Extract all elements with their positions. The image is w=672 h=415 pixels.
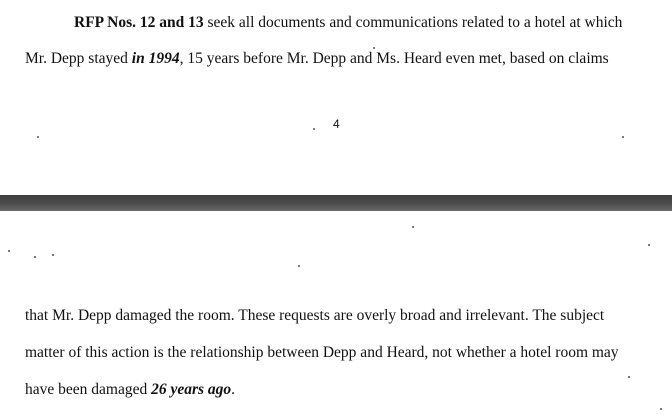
scan-speck xyxy=(622,136,624,138)
page-number: 4 xyxy=(333,117,340,131)
rfp-reference: RFP Nos. 12 and 13 xyxy=(74,14,204,31)
paragraph-line-5 xyxy=(25,380,235,400)
year-emphasis: in 1994 xyxy=(131,50,180,67)
scan-speck xyxy=(660,408,662,410)
time-emphasis: 26 years ago xyxy=(151,381,232,398)
paragraph-line-3: that Mr. Depp damaged the room. These requests are overly broad and irrelevant. The subject xyxy=(25,307,605,324)
scan-speck xyxy=(52,254,54,256)
scan-speck xyxy=(8,250,10,252)
paragraph-line-1 xyxy=(74,13,622,33)
line-5-text-before: have been damaged xyxy=(25,381,152,398)
page-break-divider xyxy=(0,195,672,211)
line-5-text-after: . xyxy=(231,381,236,398)
scan-speck xyxy=(628,376,630,378)
scan-speck xyxy=(313,128,315,130)
paragraph-line-2 xyxy=(25,49,609,69)
scan-speck xyxy=(648,244,650,246)
line-2-text-after: , 15 years before Mr. Depp and Ms. Heard even met, based on claims xyxy=(179,50,609,67)
scan-speck xyxy=(373,47,375,49)
scan-speck xyxy=(412,226,414,228)
scan-speck xyxy=(298,265,300,267)
paragraph-line-4: matter of this action is the relationship between Depp and Heard, not whether a hotel room may xyxy=(25,344,619,361)
scan-speck xyxy=(34,256,36,258)
line-1-text: seek all documents and communications related to a hotel at which xyxy=(203,14,623,31)
scan-speck xyxy=(37,136,39,138)
line-2-text-before: Mr. Depp stayed xyxy=(25,50,132,67)
